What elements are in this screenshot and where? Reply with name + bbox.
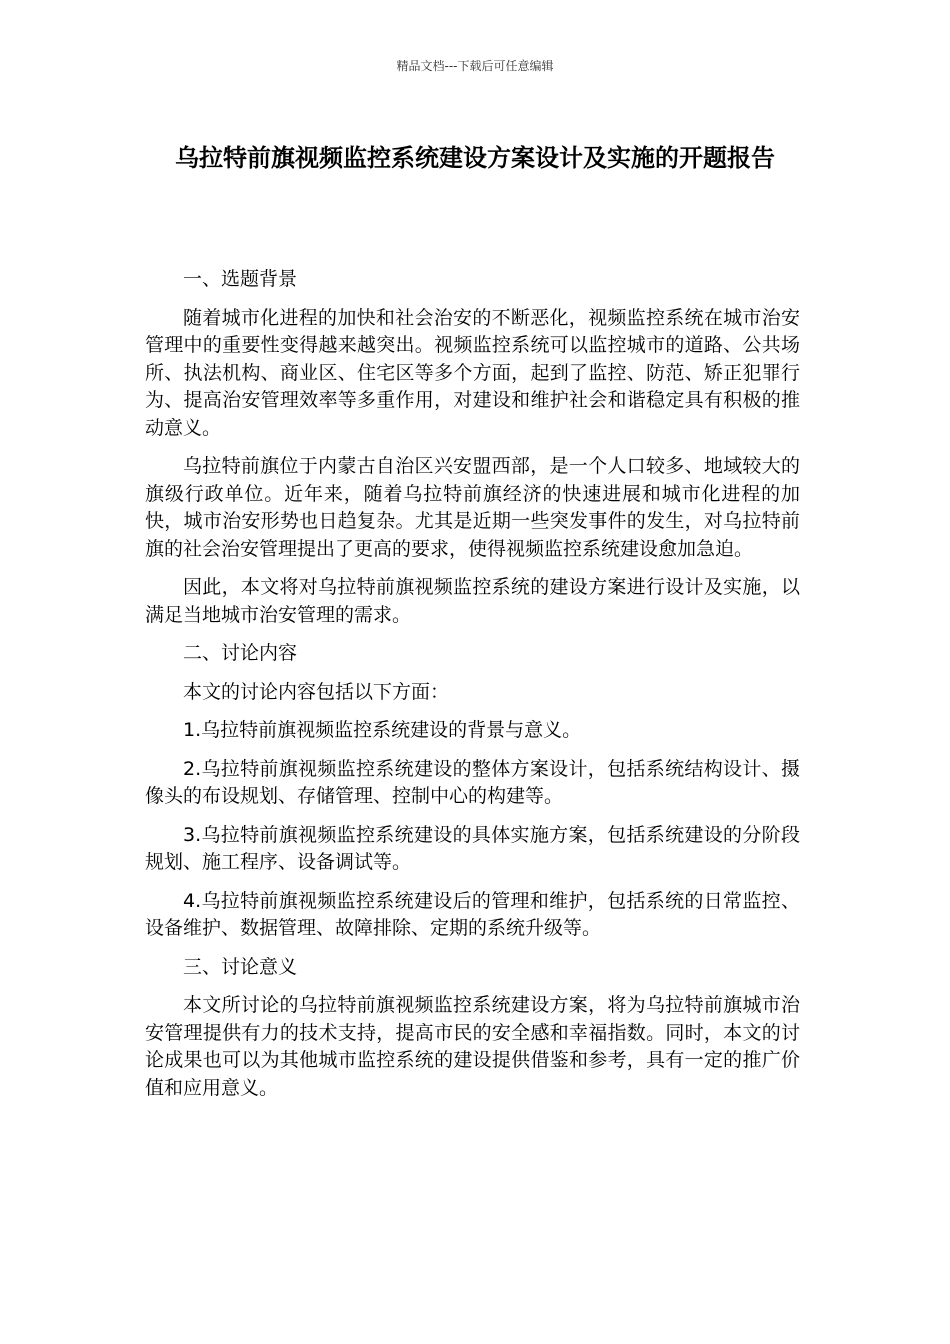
paragraph-significance: 本文所讨论的乌拉特前旗视频监控系统建设方案，将为乌拉特前旗城市治安管理提供有力的技术支持，提高市民的安全感和幸福指数。同时，本文的讨论成果也可以为其他城市监控系统的建设提供借鉴和参考，具有一定的推广价值和应用意义。 xyxy=(145,994,800,1099)
section-heading-significance: 三、讨论意义 xyxy=(183,955,298,978)
paragraph-background-3: 因此，本文将对乌拉特前旗视频监控系统的建设方案进行设计及实施，以满足当地城市治安管理的需求。 xyxy=(145,576,800,626)
list-item-4: 4.乌拉特前旗视频监控系统建设后的管理和维护，包括系统的日常监控、设备维护、数据管理、故障排除、定期的系统升级等。 xyxy=(145,889,800,939)
document-body xyxy=(145,266,800,1113)
document-title: 乌拉特前旗视频监控系统建设方案设计及实施的开题报告 xyxy=(175,144,775,172)
list-item-2: 2.乌拉特前旗视频监控系统建设的整体方案设计，包括系统结构设计、摄像头的布设规划、存储管理、控制中心的构建等。 xyxy=(145,757,800,807)
section-heading-content: 二、讨论内容 xyxy=(183,642,298,664)
page-header-note: 精品文档---下载后可任意编辑 xyxy=(396,59,554,73)
list-item-1: 1.乌拉特前旗视频监控系统建设的背景与意义。 xyxy=(183,719,582,741)
list-item-3: 3.乌拉特前旗视频监控系统建设的具体实施方案，包括系统建设的分阶段规划、施工程序、设备调试等。 xyxy=(145,823,800,873)
section-heading-background: 一、选题背景 xyxy=(183,268,298,290)
paragraph-background-1: 随着城市化进程的加快和社会治安的不断恶化，视频监控系统在城市治安管理中的重要性变得越来越突出。视频监控系统可以监控城市的道路、公共场所、执法机构、商业区、住宅区等多个方面，起到了监控、防范、矫正犯罪行为、提高治安管理效率等多重作用，对建设和维护社会和谐稳定具有积极的推动意义。 xyxy=(145,306,800,439)
paragraph-content-intro: 本文的讨论内容包括以下方面： xyxy=(183,680,450,703)
paragraph-background-2: 乌拉特前旗位于内蒙古自治区兴安盟西部，是一个人口较多、地域较大的旗级行政单位。近年来，随着乌拉特前旗经济的快速进展和城市化进程的加快，城市治安形势也日趋复杂。尤其是近期一些突发事件的发生，对乌拉特前旗的社会治安管理提出了更高的要求，使得视频监控系统建设愈加急迫。 xyxy=(145,455,800,560)
